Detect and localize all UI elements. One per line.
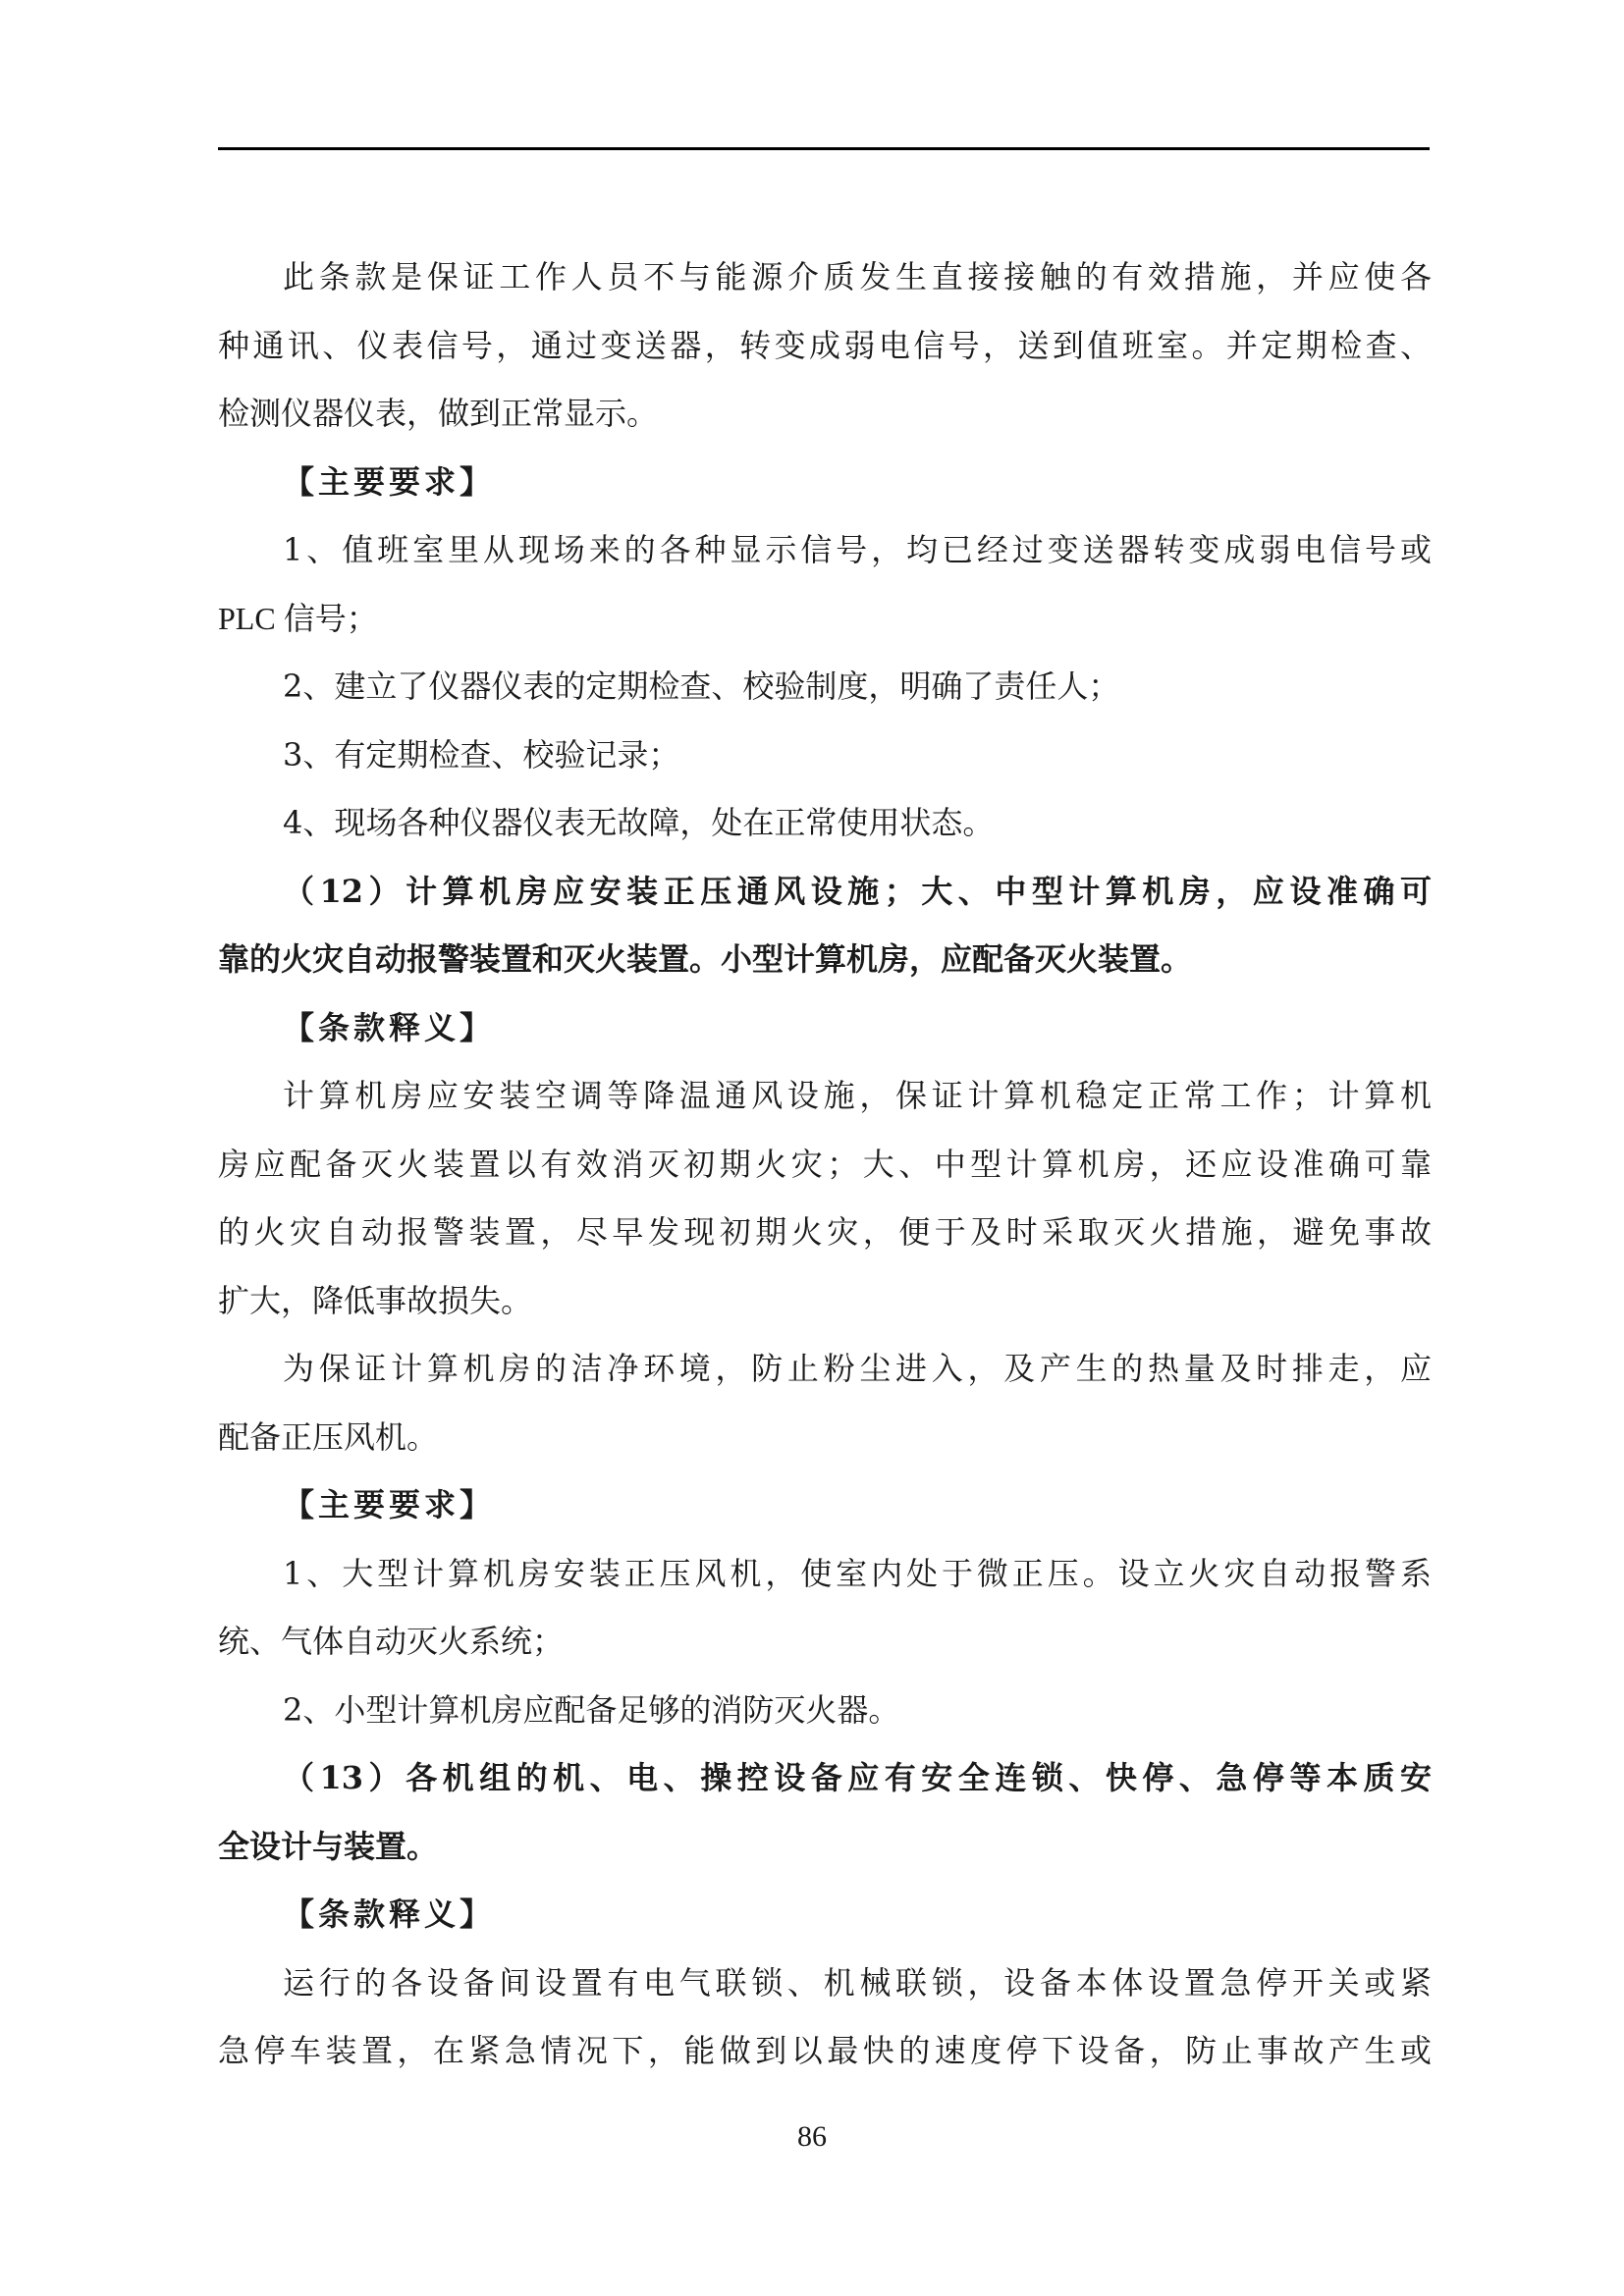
list-item: 3、有定期检查、校验记录； [283, 735, 680, 774]
clause-title: （12）计算机房应安装正压通风设施；大、中型计算机房，应设准确可 [283, 872, 1432, 910]
paragraph-line: 为保证计算机房的洁净环境，防止粉尘进入，及产生的热量及时排走，应 [283, 1350, 1432, 1387]
list-item: 2、小型计算机房应配备足够的消防灭火器。 [283, 1690, 900, 1729]
section-heading-main-requirements: 【主要要求】 [283, 462, 496, 501]
list-item-continuation: 统、气体自动灭火系统； [218, 1623, 565, 1660]
paragraph-line: 种通讯、仪表信号，通过变送器，转变成弱电信号，送到值班室。并定期检查、 [218, 326, 1432, 364]
list-item: 4、现场各种仪器仪表无故障，处在正常使用状态。 [283, 804, 995, 841]
paragraph-line: 房应配备灭火装置以有效消灭初期火灾；大、中型计算机房，还应设准确可靠 [218, 1145, 1432, 1183]
section-heading-clause-interpretation: 【条款释义】 [283, 1008, 496, 1046]
paragraph-line: 的火灾自动报警装置，尽早发现初期火灾，便于及时采取灭火措施，避免事故 [218, 1213, 1432, 1251]
paragraph-line: 检测仪器仪表，做到正常显示。 [218, 395, 659, 432]
page-number: 86 [797, 2120, 827, 2153]
paragraph-line: 配备正压风机。 [218, 1417, 439, 1456]
header-rule [218, 147, 1430, 150]
list-item: 1、值班室里从现场来的各种显示信号，均已经过变送器转变成弱电信号或 [283, 531, 1432, 568]
paragraph-line: 计算机房应安装空调等降温通风设施，保证计算机稳定正常工作；计算机 [283, 1077, 1432, 1114]
paragraph-line: 运行的各设备间设置有电气联锁、机械联锁，设备本体设置急停开关或紧 [283, 1963, 1432, 2002]
list-item: 2、建立了仪器仪表的定期检查、校验制度，明确了责任人； [283, 667, 1120, 705]
page-body [218, 243, 1432, 2086]
paragraph-line: 此条款是保证工作人员不与能源介质发生直接接触的有效措施，并应使各 [283, 258, 1432, 295]
section-heading-clause-interpretation: 【条款释义】 [283, 1896, 496, 1933]
clause-title: 靠的火灾自动报警装置和灭火装置。小型计算机房，应配备灭火装置。 [218, 940, 1193, 978]
section-heading-main-requirements: 【主要要求】 [283, 1486, 496, 1523]
list-item-continuation: PLC 信号； [218, 600, 378, 636]
paragraph-line: 急停车装置，在紧急情况下，能做到以最快的速度停下设备，防止事故产生或 [218, 2032, 1432, 2069]
clause-title: 全设计与装置。 [218, 1827, 439, 1865]
list-item: 1、大型计算机房安装正压风机，使室内处于微正压。设立火灾自动报警系 [283, 1554, 1432, 1592]
clause-title: （13）各机组的机、电、操控设备应有安全连锁、快停、急停等本质安 [283, 1759, 1432, 1796]
paragraph-line: 扩大，降低事故损失。 [218, 1281, 533, 1319]
